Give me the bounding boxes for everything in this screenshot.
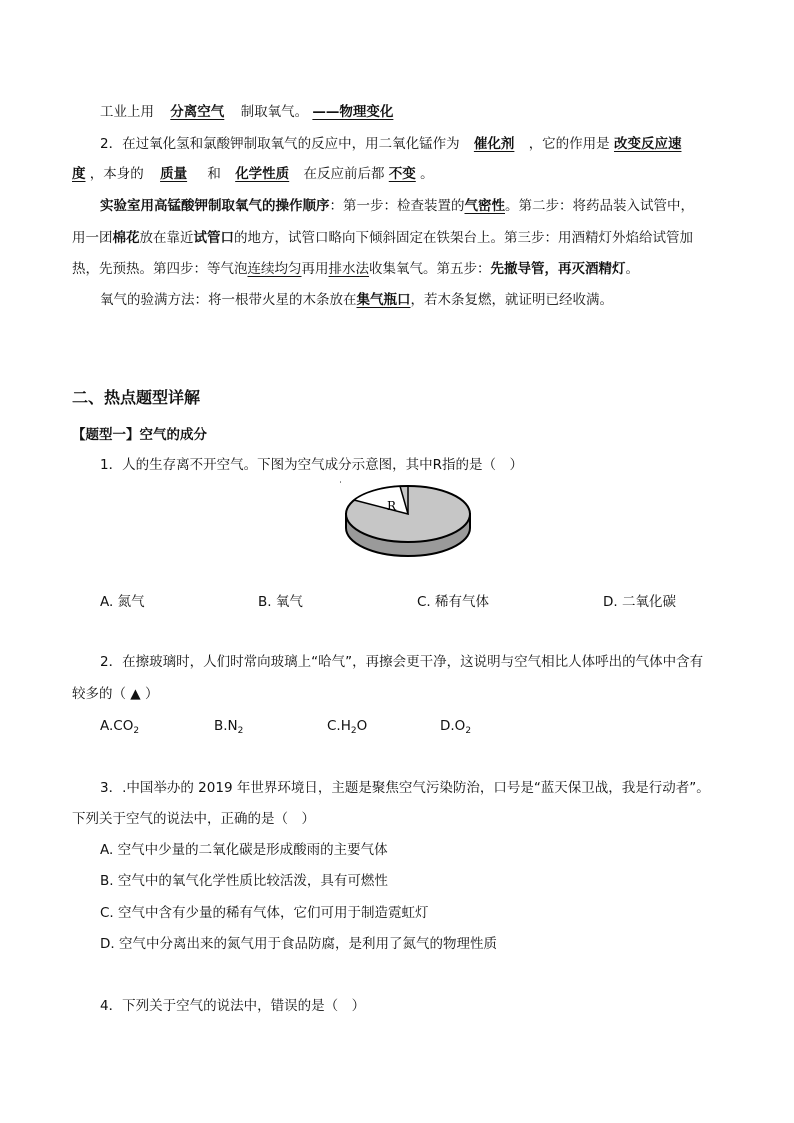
p1-blank-separation: 分离空气	[170, 104, 225, 120]
p3-airtightness: 气密性	[464, 198, 505, 214]
p2-blank-chem-property: 化学性质	[235, 166, 290, 182]
q2-option-c[interactable]	[327, 716, 367, 741]
p2-text-c: ，它的作用是	[528, 136, 610, 152]
q2-stem-line1: 2．在擦玻璃时，人们时常向玻璃上“哈气”，再擦会更干净，这说明与空气相比人体呼出的气体中含有	[100, 654, 704, 670]
q2-option-a[interactable]	[100, 716, 139, 741]
p3-line1	[100, 196, 694, 216]
pie-label-r: R	[387, 499, 397, 513]
q3-stem-line2: 下列关于空气的说法中，正确的是（ ）	[72, 811, 315, 827]
q3-option-d[interactable]: D. 空气中分离出来的氮气用于食品防腐，是利用了氮气的物理性质	[100, 936, 497, 952]
p4-line	[100, 290, 613, 310]
p2-blank-mass: 质量	[160, 166, 188, 182]
p2-blank-rate-end: 度	[72, 166, 86, 182]
q2-option-a-base: A.CO	[100, 718, 134, 734]
q2-stem-line2: 较多的（ ▲ ）	[72, 686, 159, 702]
p2-text-itself: ，本身的	[89, 166, 144, 182]
air-composition-pie-chart	[340, 480, 480, 590]
q2-option-a-sub: 2	[133, 726, 140, 736]
q3-option-a[interactable]: A. 空气中少量的二氧化碳是形成酸雨的主要气体	[100, 842, 388, 858]
q1-option-b[interactable]: B. 氧气	[258, 594, 303, 610]
p3-l2-a: 用一团	[72, 230, 113, 246]
p3-l3-e: 。	[625, 261, 639, 277]
q1-stem: 1．人的生存离不开空气。下图为空气成分示意图，其中R指的是（ ）	[100, 457, 523, 473]
p4-text-a: 氧气的验满方法：将一根带火星的木条放在	[100, 292, 357, 308]
p3-l3-a: 热，先预热。第四步：等气泡	[72, 261, 248, 277]
p2-line2	[72, 164, 434, 184]
q3-option-b[interactable]: B. 空气中的氧气化学性质比较活泼，具有可燃性	[100, 873, 388, 889]
section-title: 二、热点题型详解	[72, 388, 201, 407]
p3-water-method: 排水法	[328, 261, 369, 277]
q1-option-c[interactable]: C. 稀有气体	[417, 594, 490, 610]
p3-text-a: ：第一步：检查装置的	[329, 198, 465, 214]
p3-l2-c: 放在靠近	[139, 230, 194, 246]
p3-text-b: 。第二步：将药品装入试管中，	[505, 198, 694, 214]
p1-line	[100, 102, 393, 122]
q4-stem: 4．下列关于空气的说法中，错误的是（ ）	[100, 998, 366, 1014]
q2-option-c-base: C.H	[327, 718, 351, 734]
q3-stem-line1: 3．.中国举办的 2019 年世界环境日，主题是聚焦空气污染防治，口号是“蓝天保卫战，我是行动者”。	[100, 780, 710, 796]
p1-prefix: 工业上用	[100, 104, 154, 120]
q1-option-a[interactable]: A. 氮气	[100, 594, 145, 610]
q2-option-d-base: D.O	[440, 718, 466, 734]
p2-blank-catalyst: 催化剂	[473, 136, 515, 152]
q2-option-c-sub: 2	[350, 726, 357, 736]
p3-continuous: 连续均匀	[247, 261, 302, 277]
q2-option-c-tail: O	[356, 718, 368, 734]
p2-blank-change-rate: 改变反应速	[613, 136, 682, 152]
p3-l3-c: 收集氧气。第五步：	[369, 261, 491, 277]
p3-line3	[72, 259, 639, 279]
q2-option-d-sub: 2	[465, 726, 472, 736]
p3-tube-mouth: 试管口	[193, 230, 234, 246]
p3-cotton: 棉花	[112, 230, 140, 246]
p3-heading: 实验室用高锰酸钾制取氧气的操作顺序	[100, 198, 330, 214]
p2-blank-unchanged: 不变	[388, 166, 416, 182]
q3-option-c[interactable]: C. 空气中含有少量的稀有气体，它们可用于制造霓虹灯	[100, 905, 429, 921]
q2-option-b-base: B.N	[214, 718, 238, 734]
p3-l2-d: 的地方，试管口略向下倾斜固定在铁架台上。第三步：用酒精灯外焰给试管加	[234, 230, 693, 246]
p2-text-before-after: 在反应前后都	[303, 166, 385, 182]
p4-text-b: ，若木条复燃，就证明已经收满。	[410, 292, 613, 308]
q2-option-b-sub: 2	[237, 726, 244, 736]
p1-blank-physical-change: ——物理变化	[312, 104, 394, 120]
p3-final-step: 先撤导管，再灭酒精灯	[490, 261, 626, 277]
p3-l3-b: 再用	[301, 261, 329, 277]
p2-text-and: 和	[207, 166, 221, 182]
p2-text-a: 2．在过氧化氢和氯酸钾制取氧气的反应中，用二氧化锰作为	[100, 136, 460, 152]
type1-heading: 【题型一】空气的成分	[72, 427, 207, 443]
q1-option-d[interactable]: D. 二氧化碳	[603, 594, 676, 610]
p2-line1	[100, 134, 681, 154]
p3-line2	[72, 228, 693, 248]
p4-bottle-mouth: 集气瓶口	[356, 292, 411, 308]
p1-mid: 制取氧气。	[240, 104, 309, 120]
q2-option-d[interactable]	[440, 716, 471, 741]
q2-option-b[interactable]	[214, 716, 243, 741]
p2-text-end: 。	[420, 166, 434, 182]
